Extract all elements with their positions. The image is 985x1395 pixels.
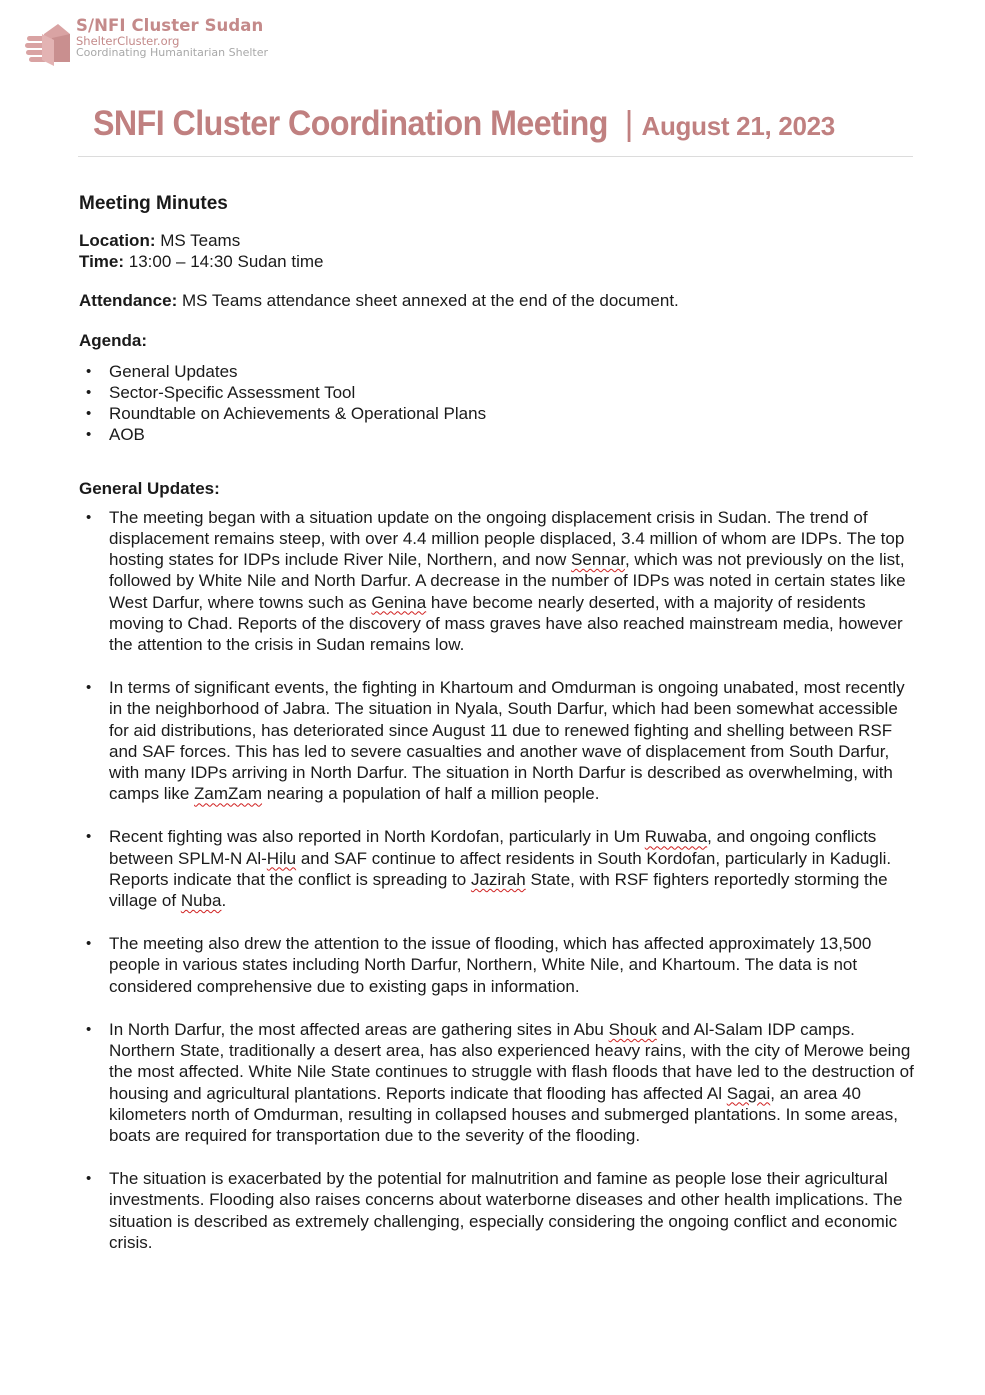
agenda-heading: Agenda: <box>79 330 147 350</box>
title-separator: | <box>624 105 634 143</box>
update-item <box>79 933 919 997</box>
time-value: 13:00 – 14:30 Sudan time <box>124 252 324 272</box>
update-item <box>79 1019 919 1146</box>
document-body <box>79 190 919 1275</box>
update-text: . <box>221 891 227 911</box>
misspelled-word[interactable]: Genina <box>371 592 427 612</box>
agenda-list <box>79 361 919 446</box>
meeting-title: SNFI Cluster Coordination Meeting <box>93 104 608 143</box>
meeting-date: August 21, 2023 <box>641 111 835 141</box>
update-text: and SAF continue to affect residents in South Kordofan, particularly in Kadugli. Reports indicate that the conflict is spreading to <box>109 848 892 889</box>
update-item <box>79 826 919 911</box>
update-text: The meeting began with a situation update on the ongoing displacement crisis in Sudan. The trend of displacement remains steep, with over 4.4 million people displaced, 3.4 million of whom are IDPs. The top hosting states for IDPs include River Nile, Northern, and now <box>109 507 905 570</box>
misspelled-word[interactable]: Sennar <box>571 550 625 570</box>
agenda-item: • Roundtable on Achievements & Operational Plans <box>79 403 919 424</box>
update-text: The situation is exacerbated by the potential for malnutrition and famine as people lose their agricultural investments. Flooding also raises concerns about waterborne diseases and other health implications. The situation is described as extremely challenging, especially considering the ongoing conflict and economic crisis. <box>109 1169 903 1252</box>
update-text: nearing a population of half a million people. <box>262 784 600 804</box>
update-text: The meeting also drew the attention to the issue of flooding, which has affected approximately 13,500 people in various states including North Darfur, Northern, White Nile, and Khartoum. The data is not considered comprehensive due to existing gaps in information. <box>109 934 872 996</box>
update-item <box>79 677 919 804</box>
update-text: , which was not previously on the list, followed by White Nile and North Darfur. A decrease in the number of IDPs was noted in certain states like West Darfur, where towns such as <box>109 550 906 612</box>
update-text: Recent fighting was also reported in North Kordofan, particularly in Um <box>109 827 645 847</box>
minutes-heading: Meeting Minutes <box>79 193 228 214</box>
time-label: Time: <box>79 252 125 272</box>
general-updates-heading: General Updates: <box>79 478 220 498</box>
logo-site: ShelterCluster.org <box>76 33 180 48</box>
time-line <box>79 251 919 272</box>
cluster-logo <box>24 18 268 68</box>
update-text: State, with RSF fighters reportedly storming the village of <box>109 869 888 911</box>
attendance-label: Attendance: <box>79 291 178 311</box>
location-label: Location: <box>79 231 156 250</box>
misspelled-word[interactable]: Hilu <box>266 848 297 868</box>
agenda-item: • AOB <box>79 424 919 445</box>
agenda-item: • General Updates <box>79 361 919 382</box>
misspelled-word[interactable]: ZamZam <box>194 784 263 804</box>
location-line <box>79 230 919 251</box>
update-text: In North Darfur, the most affected areas are gathering sites in Abu <box>109 1019 609 1039</box>
misspelled-word[interactable]: Nuba <box>180 891 222 911</box>
update-text: and Al-Salam IDP camps. Northern State, traditionally a desert area, has also experienced heavy rains, with the city of Merowe being the most affected. White Nile State continues to struggle with flash floods that have led to the destruction of housing and agricultural plantations. Reports indicate that flooding has affected Al <box>109 1019 914 1103</box>
misspelled-word[interactable]: Ruwaba <box>644 827 708 847</box>
hand-house-icon <box>24 22 74 68</box>
attendance-value: MS Teams attendance sheet annexed at the end of the document. <box>177 291 679 311</box>
agenda-item: • Sector-Specific Assessment Tool <box>79 382 919 403</box>
header-divider <box>78 156 913 157</box>
general-updates-list <box>79 507 919 1253</box>
update-text: , and ongoing conflicts between SPLM-N Al- <box>109 827 877 868</box>
update-text: In terms of significant events, the fighting in Khartoum and Omdurman is ongoing unabated, most recently in the neighborhood of Jabra. The situation in Nyala, South Darfur, which had been somewhat accessible for aid distributions, has deteriorated since August 11 due to renewed fighting and shelling between RSF and SAF forces. This has led to severe casualties and another wave of displacement from South Darfur, with many IDPs arriving in North Darfur. The situation in North Darfur is described as overwhelming, with camps like <box>109 678 905 804</box>
attendance-line <box>79 290 919 311</box>
misspelled-word[interactable]: Jazirah <box>470 869 526 889</box>
page-title <box>93 104 835 144</box>
misspelled-word[interactable]: Shouk <box>608 1019 657 1039</box>
update-text: have become nearly deserted, with a majority of residents moving to Chad. Reports of the discovery of mass graves have also reached mainstream media, however the attention to the crisis in Sudan remains low. <box>109 592 903 655</box>
update-text: , an area 40 kilometers north of Omdurman, resulting in collapsed houses and submerged plantations. In some areas, boats are required for transportation due to the severity of the flooding. <box>109 1083 899 1145</box>
logo-title: S/NFI Cluster Sudan <box>76 16 264 35</box>
location-value: MS Teams <box>155 231 241 250</box>
misspelled-word[interactable]: Sagai <box>726 1083 771 1103</box>
update-item <box>79 507 919 655</box>
update-item <box>79 1168 919 1253</box>
logo-tagline: Coordinating Humanitarian Shelter <box>76 46 268 59</box>
